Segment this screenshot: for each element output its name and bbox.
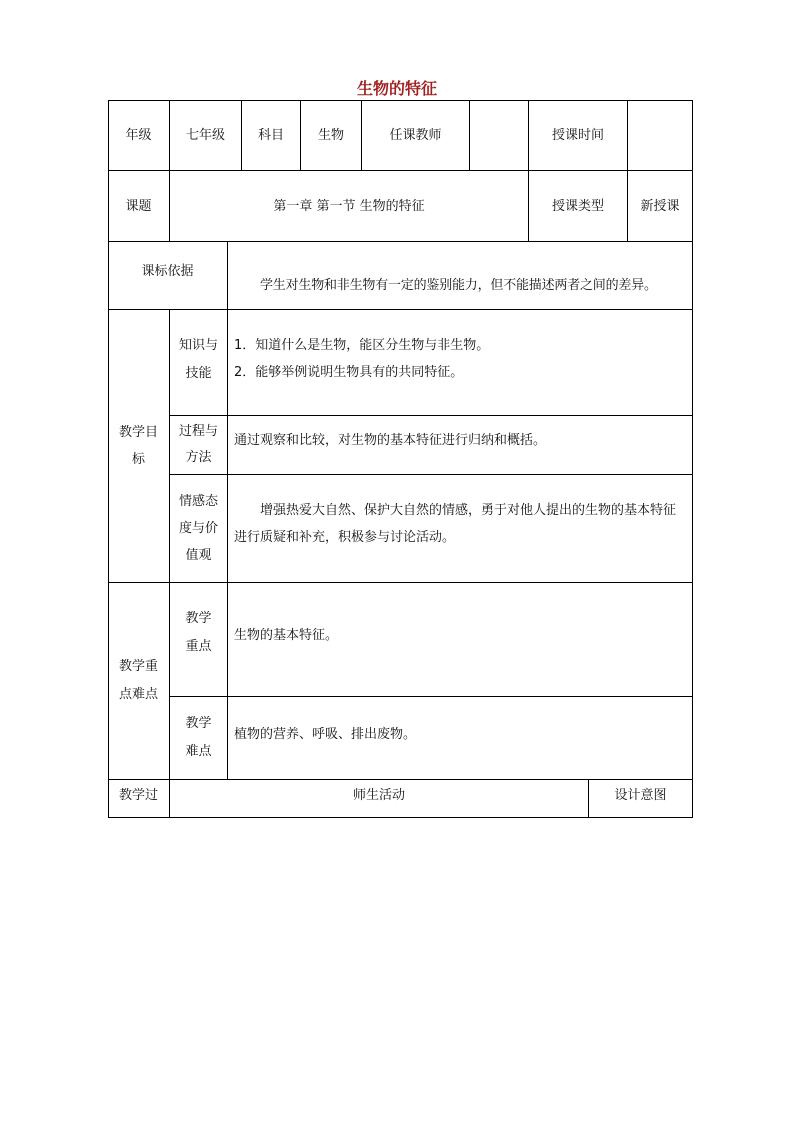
grade-value: 七年级 xyxy=(170,100,242,171)
process-label: 过程与方法 xyxy=(170,416,228,475)
time-label: 授课时间 xyxy=(529,100,628,171)
subject-label: 科目 xyxy=(242,100,301,171)
teacher-value xyxy=(470,100,529,171)
teacher-label: 任课教师 xyxy=(362,100,470,171)
activity-label: 师生活动 xyxy=(170,780,589,818)
emotion-text xyxy=(228,475,693,583)
type-value: 新授课 xyxy=(628,171,693,242)
time-value xyxy=(628,100,693,171)
keypoints-label: 教学重点难点 xyxy=(108,583,170,780)
type-label: 授课类型 xyxy=(529,171,628,242)
process-row-label: 教学过 xyxy=(108,780,170,818)
page-title: 生物的特征 xyxy=(356,79,437,98)
knowledge-list xyxy=(228,310,693,416)
basis-text xyxy=(228,242,693,310)
focus-text: 生物的基本特征。 xyxy=(228,583,693,697)
knowledge-item: 1．知道什么是生物，能区分生物与非生物。 xyxy=(234,338,490,353)
basis-text-content: 学生对生物和非生物有一定的鉴别能力，但不能描述两者之间的差异。 xyxy=(260,278,657,293)
emotion-text-content: 增强热爱大自然、保护大自然的情感，勇于对他人提出的生物的基本特征进行质疑和补充，积极参与讨论活动。 xyxy=(234,503,677,545)
difficulty-text: 植物的营养、呼吸、排出废物。 xyxy=(228,697,693,780)
intent-label: 设计意图 xyxy=(589,780,693,818)
topic-value: 第一章 第一节 生物的特征 xyxy=(170,171,529,242)
difficulty-label: 教学难点 xyxy=(170,697,228,780)
focus-label: 教学重点 xyxy=(170,583,228,697)
subject-value: 生物 xyxy=(301,100,362,171)
basis-label: 课标依据 xyxy=(108,242,228,310)
grade-label: 年级 xyxy=(108,100,170,171)
knowledge-label: 知识与技能 xyxy=(170,310,228,416)
goals-label: 教学目标 xyxy=(108,310,170,583)
process-text: 通过观察和比较，对生物的基本特征进行归纳和概括。 xyxy=(228,416,693,475)
topic-label: 课题 xyxy=(108,171,170,242)
emotion-label: 情感态度与价值观 xyxy=(170,475,228,583)
knowledge-item: 2．能够举例说明生物具有的共同特征。 xyxy=(234,365,464,380)
